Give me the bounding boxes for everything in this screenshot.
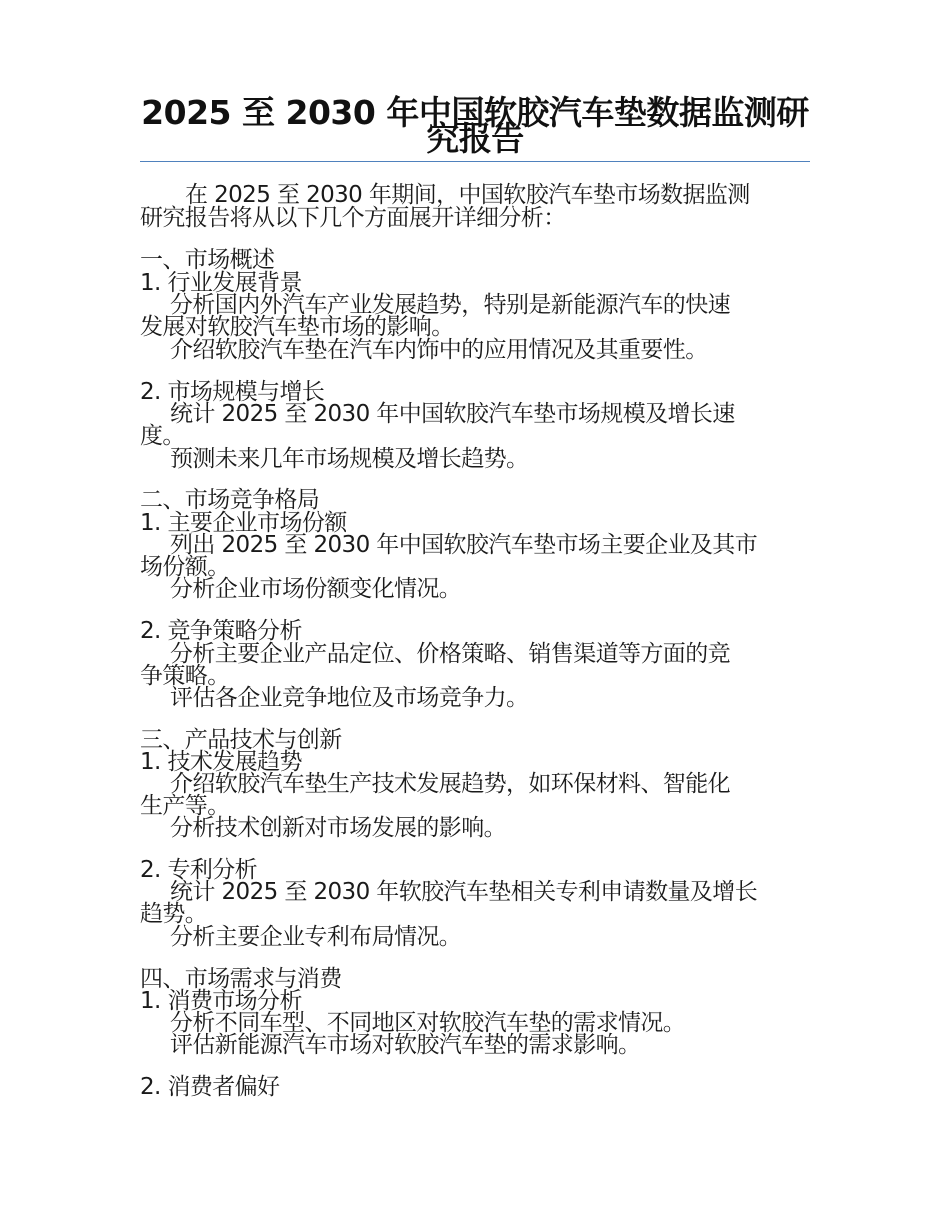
subsection-heading-3-1: 1. 技术发展趋势 xyxy=(140,749,302,775)
paragraph-line: 分析技术创新对市场发展的影响。 xyxy=(170,815,507,841)
subsection-heading-2-1: 1. 主要企业市场份额 xyxy=(140,510,347,536)
title-underline xyxy=(140,161,810,162)
subsection-heading-4-1: 1. 消费市场分析 xyxy=(140,988,302,1014)
paragraph-line: 争策略。 xyxy=(140,663,230,689)
section-heading-1: 一、市场概述 xyxy=(140,247,275,273)
paragraph-line: 分析主要企业专利布局情况。 xyxy=(170,924,462,950)
section-heading-4: 四、市场需求与消费 xyxy=(140,966,342,992)
intro-line-1: 在 2025 至 2030 年期间，中国软胶汽车垫市场数据监测 xyxy=(185,182,750,208)
section-heading-3: 三、产品技术与创新 xyxy=(140,727,342,753)
paragraph-line: 分析国内外汽车产业发展趋势，特别是新能源汽车的快速 xyxy=(170,292,731,318)
paragraph-line: 统计 2025 至 2030 年中国软胶汽车垫市场规模及增长速 xyxy=(170,401,735,427)
subsection-heading-3-2: 2. 专利分析 xyxy=(140,857,258,883)
paragraph-line: 介绍软胶汽车垫在汽车内饰中的应用情况及其重要性。 xyxy=(170,337,708,363)
paragraph-line: 分析企业市场份额变化情况。 xyxy=(170,576,462,602)
paragraph-line: 趋势。 xyxy=(140,901,208,927)
paragraph-line: 分析主要企业产品定位、价格策略、销售渠道等方面的竞 xyxy=(170,641,731,667)
paragraph-line: 统计 2025 至 2030 年软胶汽车垫相关专利申请数量及增长 xyxy=(170,879,758,905)
subsection-heading-1-2: 2. 市场规模与增长 xyxy=(140,379,325,405)
paragraph-line: 列出 2025 至 2030 年中国软胶汽车垫市场主要企业及其市 xyxy=(170,532,758,558)
paragraph-line: 度。 xyxy=(140,423,185,449)
paragraph-line: 场份额。 xyxy=(140,554,230,580)
paragraph-line: 预测未来几年市场规模及增长趋势。 xyxy=(170,446,529,472)
paragraph-line: 评估新能源汽车市场对软胶汽车垫的需求影响。 xyxy=(170,1032,641,1058)
subsection-heading-2-2: 2. 竞争策略分析 xyxy=(140,618,302,644)
paragraph-line: 评估各企业竞争地位及市场竞争力。 xyxy=(170,685,529,711)
subsection-heading-1-1: 1. 行业发展背景 xyxy=(140,270,302,296)
paragraph-line: 生产等。 xyxy=(140,793,230,819)
page-title: 2025 至 2030 年中国软胶汽车垫数据监测研究报告 xyxy=(141,93,809,158)
intro-line-2: 研究报告将从以下几个方面展开详细分析： xyxy=(140,205,566,231)
paragraph-line: 介绍软胶汽车垫生产技术发展趋势，如环保材料、智能化 xyxy=(170,771,731,797)
section-heading-2: 二、市场竞争格局 xyxy=(140,487,320,513)
paragraph-line: 发展对软胶汽车垫市场的影响。 xyxy=(140,314,454,340)
paragraph-line: 分析不同车型、不同地区对软胶汽车垫的需求情况。 xyxy=(170,1010,686,1036)
subsection-heading-4-2: 2. 消费者偏好 xyxy=(140,1074,280,1100)
